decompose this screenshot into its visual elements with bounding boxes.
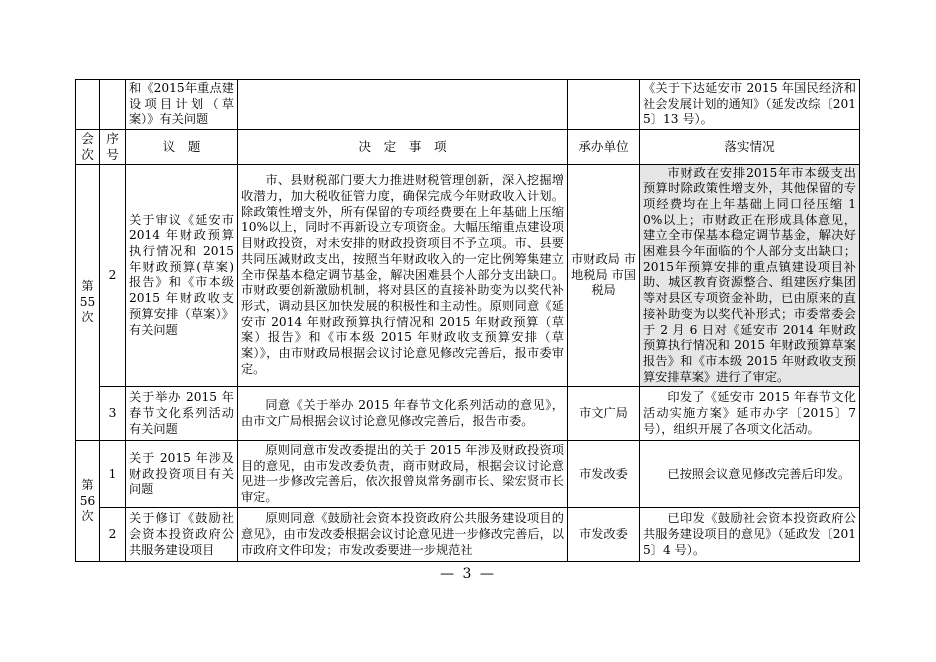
seq-cell: 2 <box>100 508 126 562</box>
topic-cell: 关于举办 2015 年春节文化系列活动有关问题 <box>126 387 238 441</box>
unit-cell: 市发改委 <box>568 508 640 562</box>
status-cell: 《关于下达延安市 2015 年国民经济和社会发展计划的通知》（延发改综〔2015〕13 号）。 <box>640 80 860 130</box>
topic-cell: 和《2015年重点建设项目计划（草案）》有关问题 <box>126 80 238 130</box>
unit-cell: 市发改委 <box>568 441 640 508</box>
page-number: — 3 — <box>440 566 496 582</box>
unit-cell: 市文广局 <box>568 387 640 441</box>
table-row <box>76 387 860 441</box>
meeting-decisions-table <box>75 79 860 562</box>
table-row <box>76 508 860 562</box>
header-row <box>76 130 860 164</box>
decision-cell: 同意《关于举办 2015 年春节文化系列活动的意见》，由市文广局根据会议讨论意见修改完善后，报告市委。 <box>238 387 568 441</box>
seq-cell: 2 <box>100 164 126 387</box>
decision-cell: 原则同意市发改委提出的关于 2015 年涉及财政投资项目的意见，由市发改委负责，商市财政局，根据会议讨论意见进一步修改完善后，依次报曾岚常务副市长、梁宏贤市长审定。 <box>238 441 568 508</box>
status-cell: 已按照会议意见修改完善后印发。 <box>640 441 860 508</box>
header-decision: 决 定 事 项 <box>238 130 568 164</box>
status-cell: 市财政在安排2015年市本级支出预算时除政策性增支外，其他保留的专项经费均在上年基础上同口径压缩 10%以上；市财政正在形成具体意见，建立全市保基本稳定调节基金，解决好困难县今年面临的个人部分支出缺口；2015年预算安排的重点镇建设项目补助、城区教育资源整合、组建医疗集团等对县区专项资金补助，已由原来的直接补助变为以奖代补形式；市委常委会于 2 月 6 日对《延安市 2014 年财政预算执行情况和 2015 年财政预算草案报告》和《市本级 2015 年财政收支预算安排草案》进行了审定。 <box>640 164 860 387</box>
decision-cell: 市、县财税部门要大力推进财税管理创新，深入挖掘增收潜力，加大税收征管力度，确保完成今年财政收入计划。除政策性增支外，所有保留的专项经费要在上年基础上压缩 10%以上，同时不再新设立专项资金。大幅压缩重点建设项目财政投资，对未安排的财政投资项目不予立项。市、县要共同压减财政支出，按照当年财政收入的一定比例筹集建立全市保基本稳定调节基金，解决困难县个人部分支出缺口。市财政要创新激励机制，将对县区的直接补助变为以奖代补形式，调动县区加快发展的积极性和主动性。原则同意《延安市 2014 年财政预算执行情况和 2015 年财政预算（草案）报告》和《市本级 2015 年财政收支预算安排（草案）》，由市财政局根据会议讨论意见修改完善后，报市委审定。 <box>238 164 568 387</box>
session-cell: 第55次 <box>76 164 100 441</box>
header-unit: 承办单位 <box>568 130 640 164</box>
table-row <box>76 441 860 508</box>
session-cell: 第56次 <box>76 441 100 562</box>
table-cell <box>100 80 126 130</box>
table-row <box>76 164 860 387</box>
topic-cell: 关于修订《鼓励社会资本投资政府公共服务建设项目 <box>126 508 238 562</box>
table-cell <box>76 80 100 130</box>
header-session: 会次 <box>76 130 100 164</box>
unit-cell: 市财政局 市地税局 市国税局 <box>568 164 640 387</box>
header-status: 落实情况 <box>640 130 860 164</box>
topic-cell: 关于 2015 年涉及财政投资项目有关问题 <box>126 441 238 508</box>
seq-cell: 3 <box>100 387 126 441</box>
decision-cell: 原则同意《鼓励社会资本投资政府公共服务建设项目的意见》，由市发改委根据会议讨论意见进一步修改完善后，以市政府文件印发；市发改委要进一步规范社 <box>238 508 568 562</box>
topic-cell: 关于审议《延安市 2014 年财政预算执行情况和 2015 年财政预算(草案)报告》和《市本级 2015 年财政收支预算安排（草案）》有关问题 <box>126 164 238 387</box>
status-cell: 印发了《延安市 2015 年春节文化活动实施方案》延市办字〔2015〕7 号），组织开展了各项文化活动。 <box>640 387 860 441</box>
table-cell <box>238 80 568 130</box>
table-row <box>76 80 860 130</box>
header-seq: 序号 <box>100 130 126 164</box>
header-topic: 议 题 <box>126 130 238 164</box>
seq-cell: 1 <box>100 441 126 508</box>
status-cell: 已印发《鼓励社会资本投资政府公共服务建设项目的意见》（延政发〔2015〕4 号）。 <box>640 508 860 562</box>
table-cell <box>568 80 640 130</box>
